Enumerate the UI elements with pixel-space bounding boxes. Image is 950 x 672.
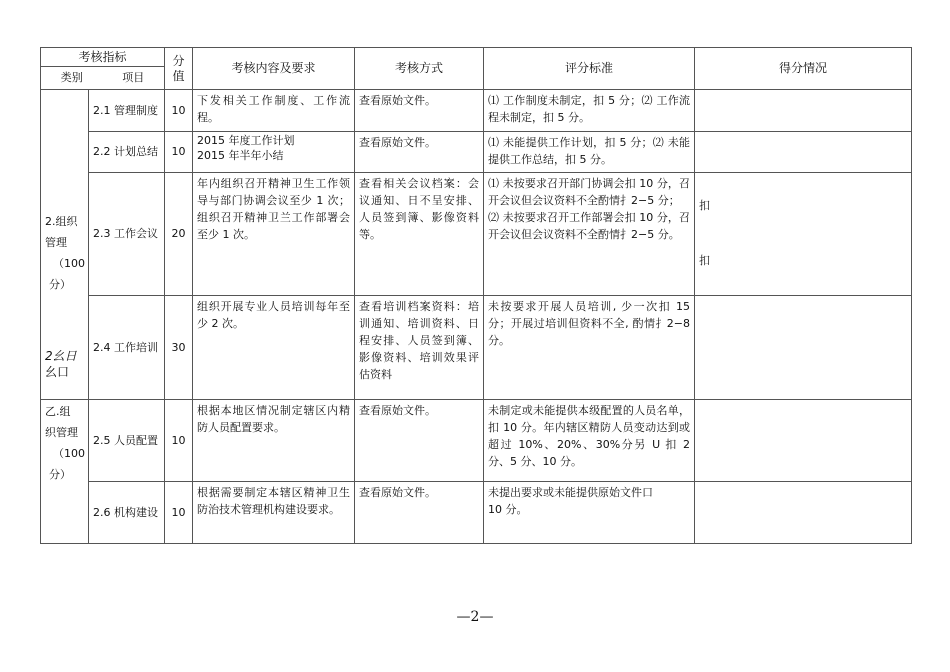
score-cell: 10: [165, 132, 193, 173]
score-header-text: 分 值: [172, 54, 185, 83]
standard-cell: ⑴ 未按要求召开部门协调会扣 10 分，召开会议但会议资料不全酌情扌2−5 分； ⑵ 未按要求召开工作部署会扣 10 分，召开会议但会议资料不全酌情扌2−5 分。: [484, 173, 695, 296]
content-cell: 2015 年度工作计划 2015 年半年小结: [193, 132, 355, 173]
standard-cell: ⑴ 未能提供工作计划，扣 5 分；⑵ 未能提供工作总结，扣 5 分。: [484, 132, 695, 173]
method-cell: 查看培训档案资料：培训通知、培训资料、日程安排、人员签到簿、影像资料、培训效果评估资料: [355, 296, 484, 400]
content-column-header: 考核内容及要求: [193, 48, 355, 90]
item-column-header: 项目: [122, 71, 145, 84]
item-cell: 2.2 计划总结: [89, 132, 165, 173]
result-cell: [695, 296, 912, 400]
standard-cell: 未制定或未能提供本级配置的人员名单，扣 10 分。年内辖区精防人员变动达到或超过 10%、20%、30%分另 U 扣 2 分、5 分、10 分。: [484, 400, 695, 482]
method-cell: 查看原始文件。: [355, 90, 484, 132]
content-cell: 根据需要制定本辖区精神卫生防治技术管理机构建设要求。: [193, 482, 355, 544]
result-cell: [695, 90, 912, 132]
category-artifact-label: 2幺日 幺口: [45, 348, 77, 380]
category-second-label: 乙.组 织管理 （100 分）: [45, 405, 85, 481]
item-cell: 2.1 管理制度: [89, 90, 165, 132]
table-row: [41, 132, 912, 173]
table-row: [41, 482, 912, 544]
standard-column-header: 评分标准: [484, 48, 695, 90]
table-row: [41, 296, 912, 400]
standard-cell: 未提出要求或未能提供原始文件口 10 分。: [484, 482, 695, 544]
category-first-label: 2.组织 管理 （100 分）: [45, 215, 85, 291]
category-cell-second: [41, 400, 89, 544]
standard-cell: 未按要求开展人员培训, 少一次扣 15 分；开展过培训但资料不全, 酌情扌2−8 分。: [484, 296, 695, 400]
table-row: [41, 400, 912, 482]
score-cell: 20: [165, 173, 193, 296]
table-row: [41, 173, 912, 296]
method-cell: 查看相关会议档案：会议通知、日不呈安排、人员签到簿、影像资料等。: [355, 173, 484, 296]
result-mark-top: 扣: [699, 199, 711, 212]
item-cell: 2.6 机构建设: [89, 482, 165, 544]
method-cell: 查看原始文件。: [355, 400, 484, 482]
item-cell: 2.4 工作培训: [89, 296, 165, 400]
indicator-group-label: 考核指标: [41, 48, 164, 67]
result-cell: [695, 482, 912, 544]
result-cell: [695, 132, 912, 173]
result-cell: [695, 173, 912, 296]
result-cell: [695, 400, 912, 482]
score-cell: 10: [165, 90, 193, 132]
item-cell: 2.5 人员配置: [89, 400, 165, 482]
table-header-row: [41, 48, 912, 90]
content-cell: 根据本地区情况制定辖区内精防人员配置要求。: [193, 400, 355, 482]
score-column-header: [165, 48, 193, 90]
method-column-header: 考核方式: [355, 48, 484, 90]
indicator-header: [41, 48, 165, 90]
table-row: [41, 90, 912, 132]
content-cell: 年内组织召开精神卫生工作领导与部门协调会议至少 1 次；组织召开精神卫兰工作部署会至少 1 次。: [193, 173, 355, 296]
content-cell: 下发相关工作制度、工作流程。: [193, 90, 355, 132]
score-cell: 30: [165, 296, 193, 400]
result-mark-bottom: 扣: [699, 254, 711, 268]
standard-cell: ⑴ 工作制度未制定，扣 5 分；⑵ 工作流程未制定，扣 5 分。: [484, 90, 695, 132]
method-cell: 查看原始文件。: [355, 482, 484, 544]
category-column-header: 类别: [60, 71, 83, 84]
assessment-table: [40, 47, 912, 544]
method-cell: 查看原始文件。: [355, 132, 484, 173]
item-cell: 2.3 工作会议: [89, 173, 165, 296]
content-cell: 组织开展专业人员培训每年至少 2 次。: [193, 296, 355, 400]
category-cell-first: [41, 90, 89, 400]
score-cell: 10: [165, 482, 193, 544]
page-number: —2—: [456, 609, 494, 625]
result-column-header: 得分情况: [695, 48, 912, 90]
score-cell: 10: [165, 400, 193, 482]
